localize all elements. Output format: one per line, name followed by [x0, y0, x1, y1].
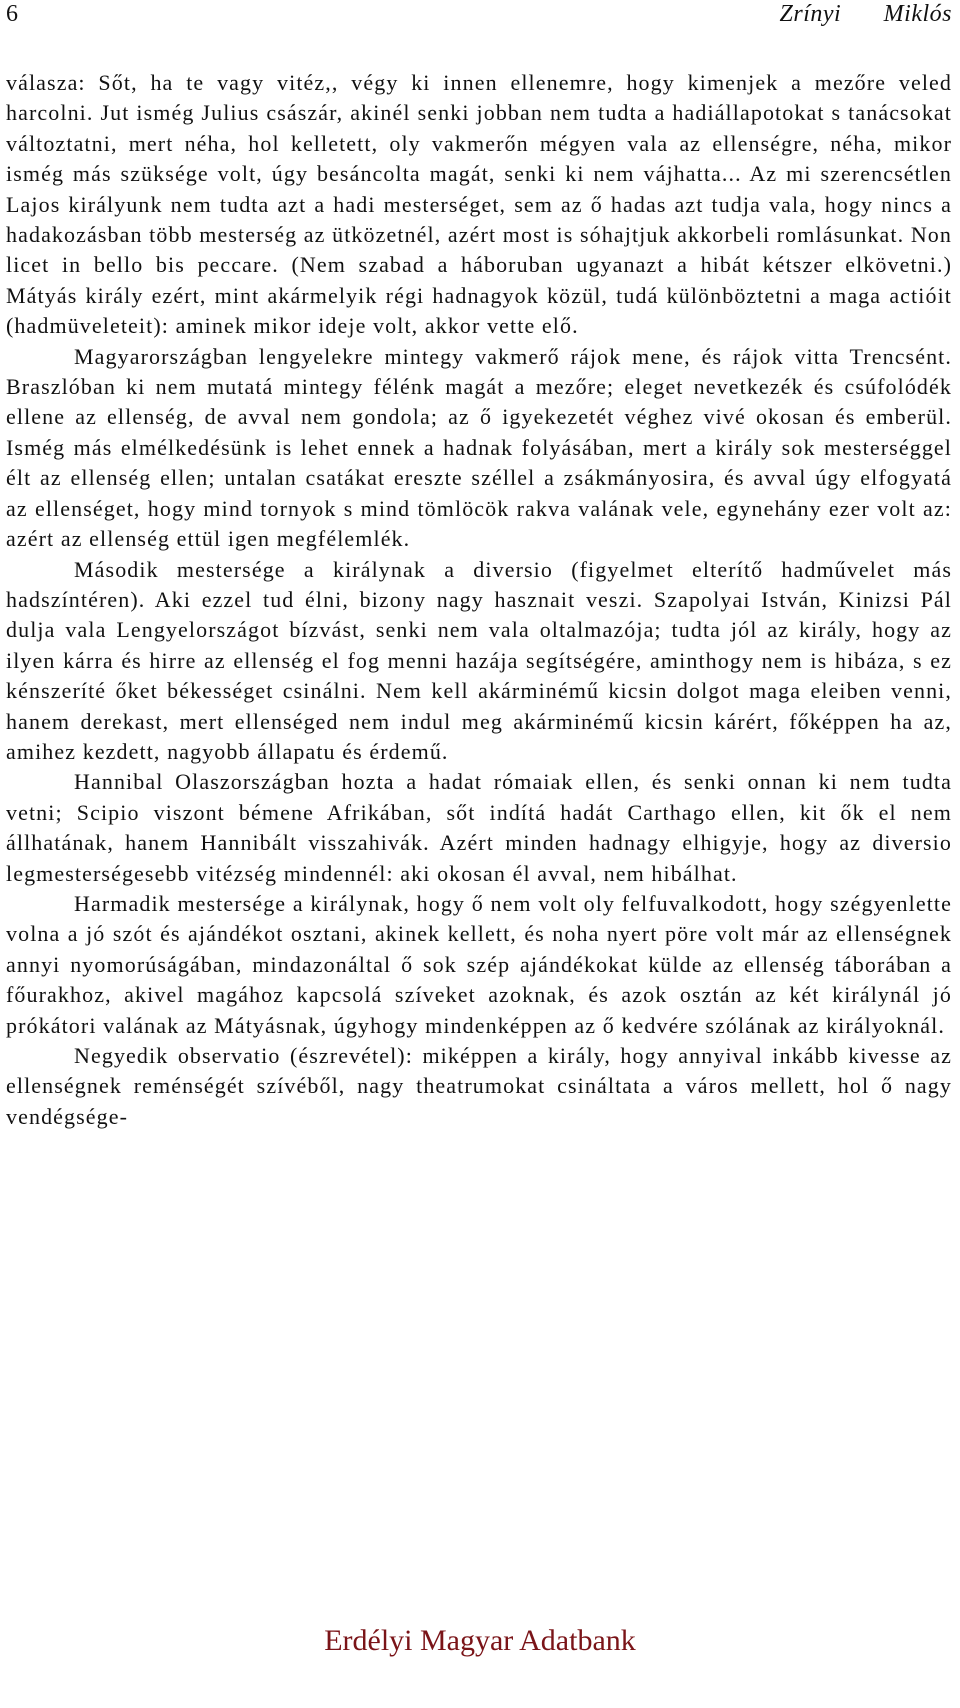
page-number: 6 — [6, 1, 18, 27]
paragraph-1: válasza: Sőt, ha te vagy vitéz,, végy ki innen ellenemre, hogy kimenjek a mezőre veled harcolni. Jut ismég Julius császár, akinél senki jobban nem tudta a hadiállapotokat s tanácsokat változtatni, mert néha, hol kelletett, oly vakmerőn mégyen vala az ellenségre, néha, mikor ismég más szüksége volt, úgy besáncolta magát, senki ki nem vájhatta... Az mi szerencsétlen Lajos királyunk nem tudta azt a hadi mesterséget, sem az ő hadas azt tudja vala, hogy nincs a hadakozásban több mesterség az ütközetnél, azért most is sóhajtjuk akkorbeli romlásunkat. Non licet in bello bis peccare. (Nem szabad a háboruban ugyanazt a hibát kétszer elkövetni.) Mátyás király ezért, mint akármelyik régi hadnagyok közül, tudá különböztetni a maga actióit (hadmüveleteit): aminek mikor ideje volt, akkor vette elő. — [6, 70, 953, 339]
body-text — [6, 68, 952, 1132]
footer-source: Erdélyi Magyar Adatbank — [324, 1624, 636, 1657]
paragraph-5: Harmadik mestersége a királynak, hogy ő nem volt oly felfuvalkodott, hogy szégyenlette volna a jó szót és ajándékot osztani, akinek kellett, és noha nyert pöre volt már az ellenségnek annyi nyomorúságában, mindazonáltal ő sok szép ajándékokat külde az ellenség táborában a főurakhoz, akivel magához kapcsolá szíveket azoknak, és azok osztán az két királynál jó prókátori valának az Mátyásnak, úgyhogy mindenképpen az ő kedvére szólának az királyoknál. — [6, 890, 952, 1038]
running-head: Zrínyi Miklós — [779, 1, 952, 27]
paragraph-6: Negyedik observatio (észrevétel): miképpen a király, hogy annyival inkább kivesse az ellenségnek reménségét szívéből, nagy theatrumokat csináltata a város mellett, hol ő nagy vendégsége- — [6, 1043, 952, 1129]
page-header — [6, 0, 952, 32]
paragraph-2: Magyarországban lengyelekre mintegy vakmerő rájok mene, és rájok vitta Trencsént. Braszlóban ki nem mutatá mintegy félénk magát a mezőre; eleget nevetkezék és csúfolódék ellene az ellenség, de avval nem gondola; az ő igyekezetét véghez vivé okosan és emberül. Ismég más elmélkedésünk is lehet ennek a hadnak folyásában, mert a király sok mesterséggel élt az ellenség ellen; untalan csatákat ereszte széllel a zsákmányosira, és avval úgy elfogyatá az ellenséget, hogy mind tornyok s mind tömlöcök rakva valának vele, egynehány ezer volt az: azért az ellenség ettül igen megfélemlék. — [6, 343, 952, 552]
paragraph-4: Hannibal Olaszországban hozta a hadat rómaiak ellen, és senki onnan ki nem tudta vetni; Scipio viszont bémene Afrikában, sőt indítá hadát Carthago ellen, kit ők el nem állhatának, hanem Hannibált visszahivák. Azért minden hadnagy elhigyje, hogy az diversio legmesterségesebb vitézség mindennél: aki okosan él avval, nem hibálhat. — [6, 769, 952, 886]
paragraph-3: Második mestersége a királynak a diversio (figyelmet elterítő hadművelet más hadszíntéren). Aki ezzel tud élni, bizony nagy hasznait veszi. Szapolyai István, Kinizsi Pál dulja vala Lengyelországot bízvást, senki nem vala oltalmazója; tudta jól az király, hogy az ilyen kárra és hirre az ellenség el fog menni hazája segítségére, aminthogy nem is hibáza, s ez kénszeríté őket békességet csinálni. Nem kell akárminémű kicsin dolgot maga eleiben venni, hanem derekast, mert ellenséged nem indul meg akárminémű kicsin kárért, főképpen ha az, amihez kezdett, nagyobb állapatu és érdemű. — [6, 556, 952, 764]
